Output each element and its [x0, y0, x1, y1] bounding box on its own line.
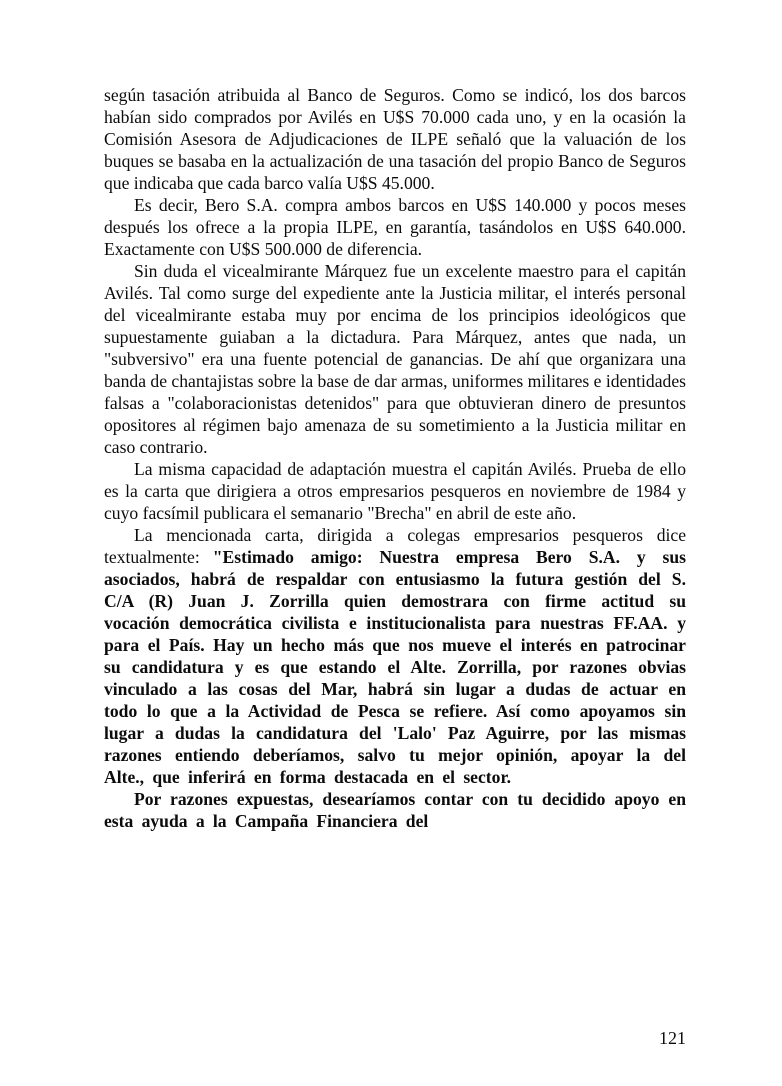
paragraph: La misma capacidad de adaptación muestra el capitán Avilés. Prueba de ello es la carta que dirigiera a otros empresarios pesqueros en noviembre de 1984 y cuyo facsímil publicara el semanario "Brecha" en abril de este año.: [104, 459, 686, 523]
paragraph-letter-intro: [104, 524, 686, 788]
text-block: [104, 84, 686, 832]
paragraph-continuation: según tasación atribuida al Banco de Seguros. Como se indicó, los dos barcos habían sido comprados por Avilés en U$S 70.000 cada uno, y en la ocasión la Comisión Asesora de Adjudicaciones de ILPE señaló que la valuación de los buques se basaba en la actualización de una tasación del propio Banco de Seguros que indicaba que cada barco valía U$S 45.000.: [104, 85, 686, 193]
paragraph: Sin duda el vicealmirante Márquez fue un excelente maestro para el capitán Avilés. Tal como surge del expediente ante la Justicia militar, el interés personal del vicealmirante estaba muy por encima de los principios ideológicos que supuestamente guiaban a la dictadura. Para Márquez, antes que nada, un "subversivo" era una fuente potencial de ganancias. De ahí que organizara una banda de chantajistas sobre la base de dar armas, uniformes militares e identidades falsas a "colaboracionistas detenidos" para que obtuvieran dinero de presuntos opositores al régimen bajo amenaza de su sometimiento a la Justicia militar en caso contrario.: [104, 261, 686, 457]
paragraph-lead: La mencionada carta, dirigida a colegas empresarios pesqueros dice textualmente:: [104, 525, 686, 567]
letter-quote: "Estimado amigo: Nuestra empresa Bero S.A. y sus asociados, habrá de respaldar con entusiasmo la futura gestión del S. C/A (R) Juan J. Zorrilla quien demostrara con firme actitud su vocación democrática civilista e institucionalista para nuestras FF.AA. y para el País. Hay un hecho más que nos mueve el interés en patrocinar su candidatura y es que estando el Alte. Zorrilla, por razones obvias vinculado a las cosas del Mar, habrá sin lugar a dudas de actuar en todo lo que a la Actividad de Pesca se refiere. Así como apoyamos sin lugar a dudas la candidatura del 'Lalo' Paz Aguirre, por las mismas razones entiendo deberíamos, salvo tu mejor opinión, apoyar la del Alte., que inferirá en forma destacada en el sector.: [104, 547, 687, 787]
paragraph: Es decir, Bero S.A. compra ambos barcos en U$S 140.000 y pocos meses después los ofrece a la propia ILPE, en garantía, tasándolos en U$S 640.000. Exactamente con U$S 500.000 de diferencia.: [104, 195, 686, 259]
page-number: 121: [659, 1028, 686, 1048]
paragraph-letter-continued: Por razones expuestas, desearíamos contar con tu decidido apoyo en esta ayuda a la Campaña Financiera del: [104, 789, 686, 831]
